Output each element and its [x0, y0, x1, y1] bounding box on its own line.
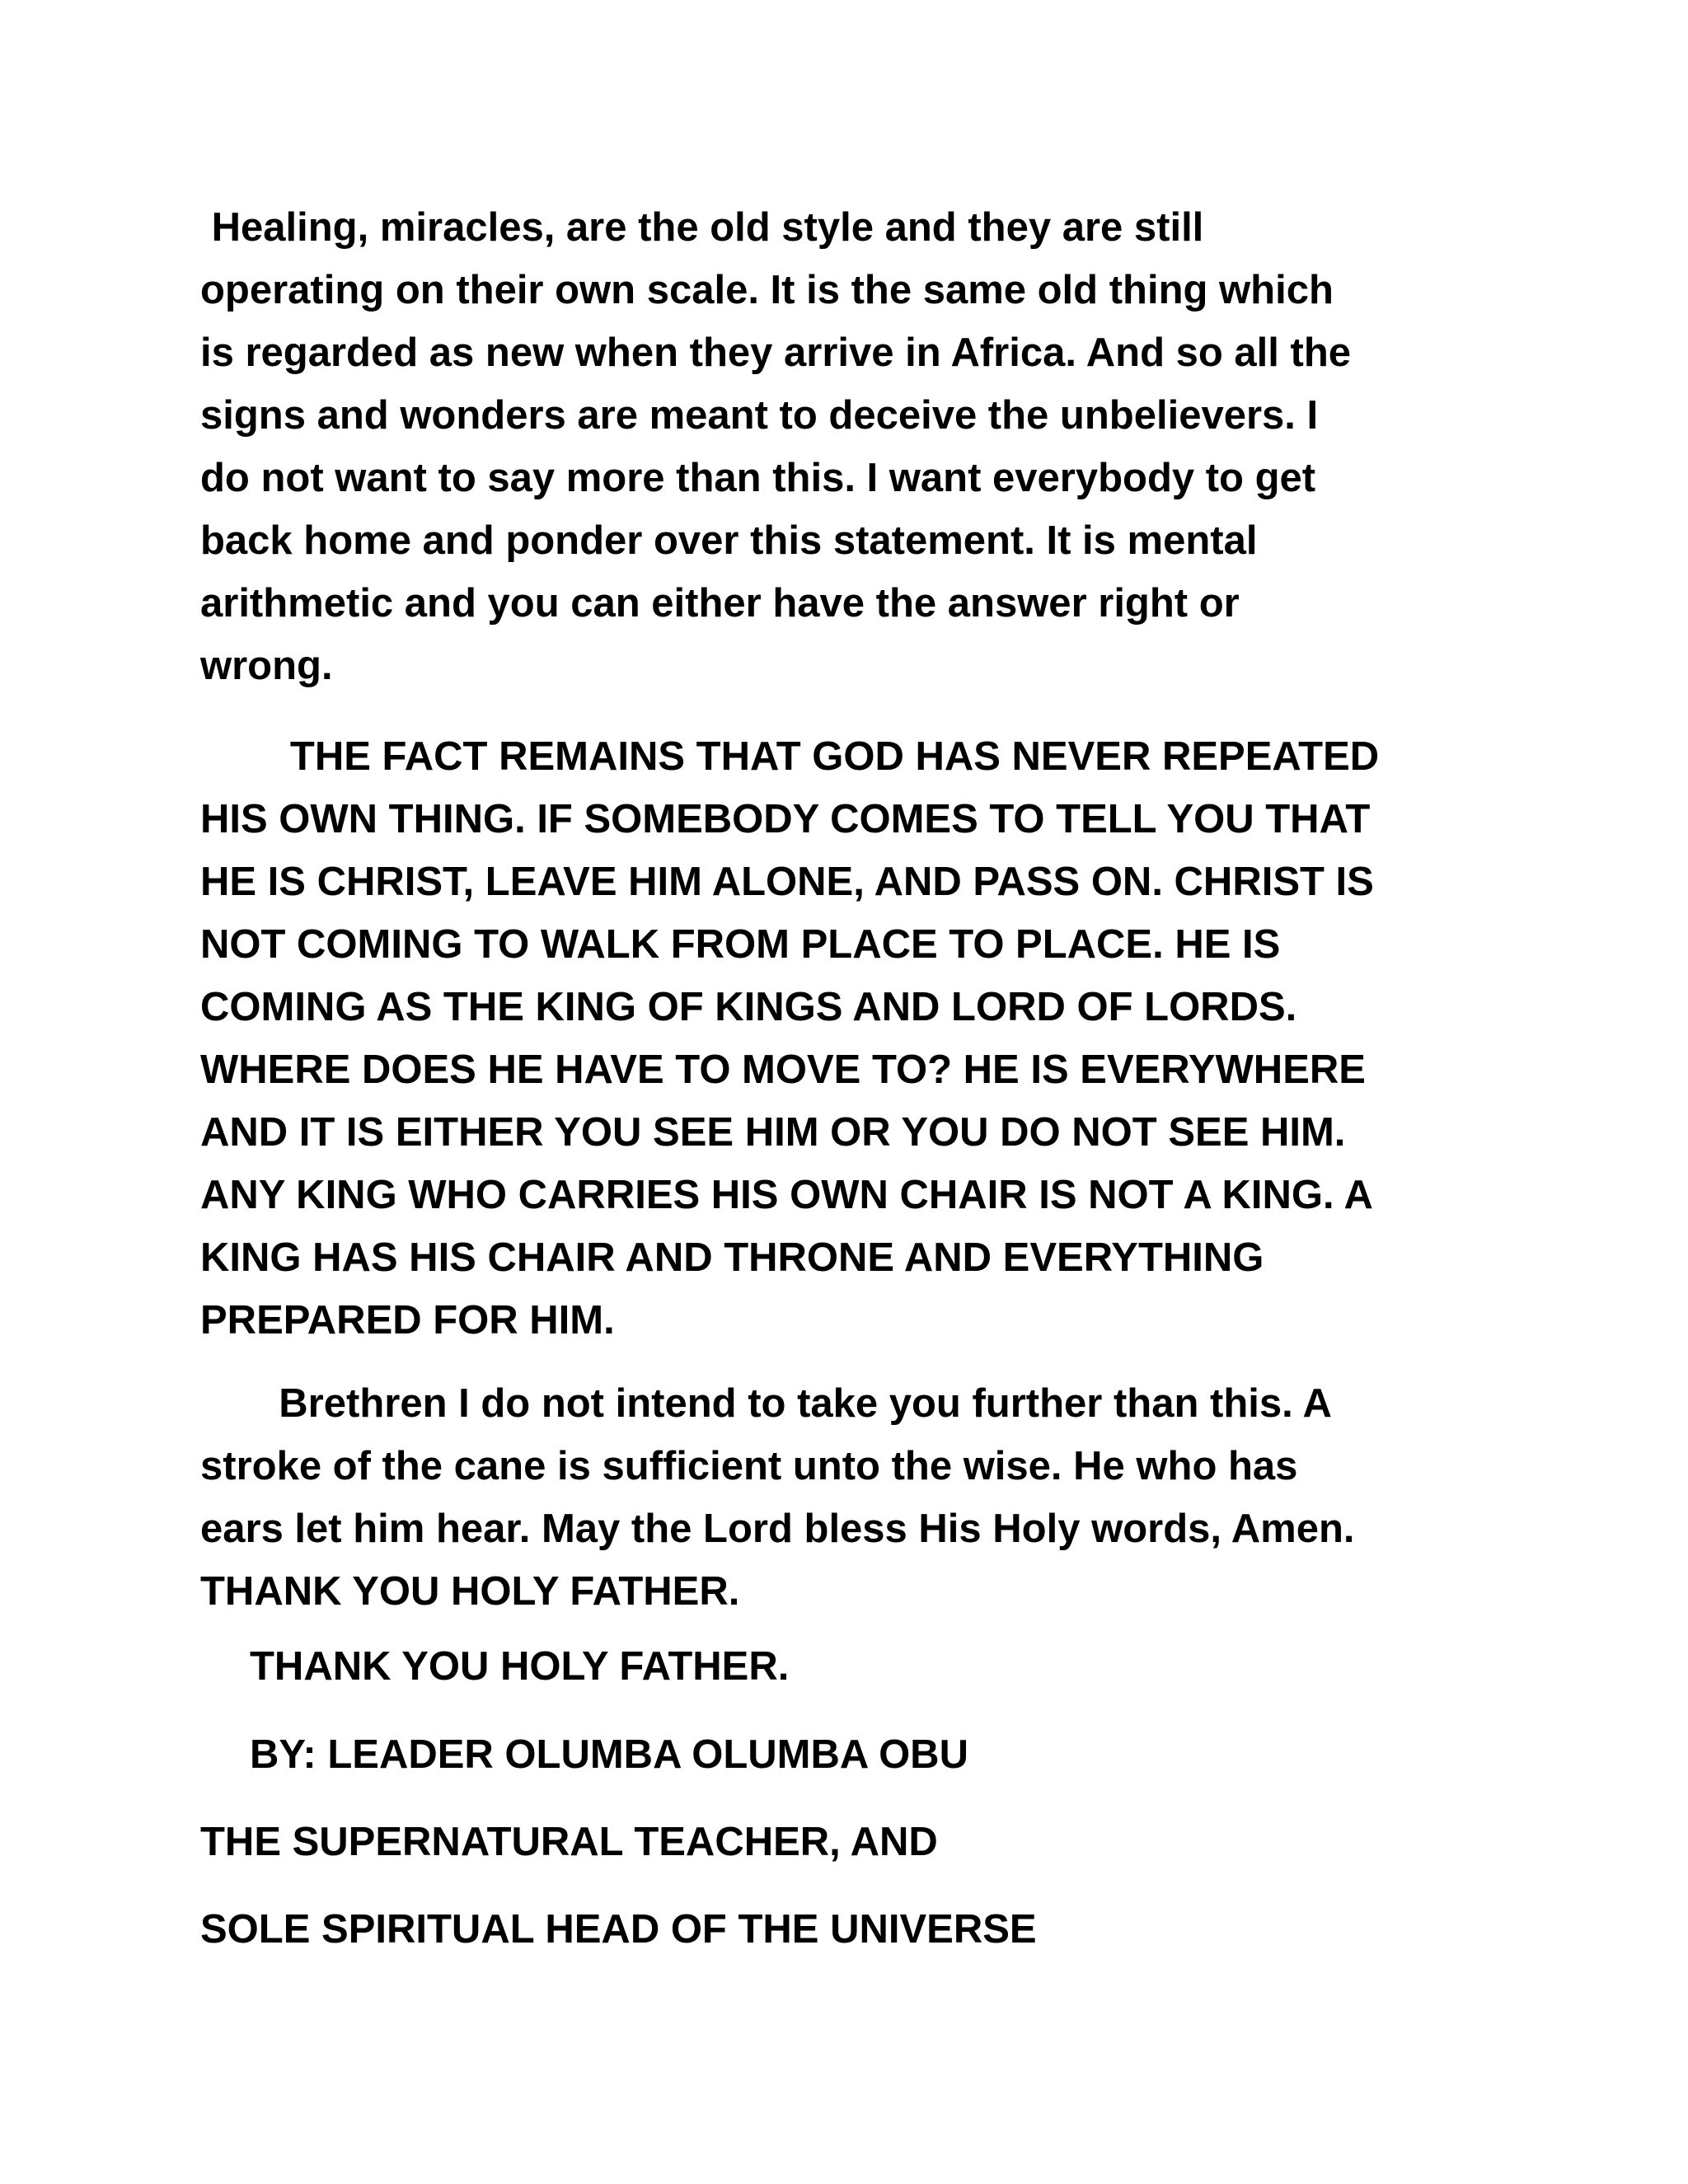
- author-title-line-2: SOLE SPIRITUAL HEAD OF THE UNIVERSE: [200, 1907, 1037, 1952]
- text-line: operating on their own scale. It is the same old thing which: [200, 268, 1334, 312]
- text-line: is regarded as new when they arrive in Africa. And so all the: [200, 330, 1352, 375]
- paragraph-1: [200, 196, 1552, 697]
- text-line: KING HAS HIS CHAIR AND THRONE AND EVERYTHING: [200, 1235, 1264, 1280]
- text-line: AND IT IS EITHER YOU SEE HIM OR YOU DO NOT SEE HIM.: [200, 1110, 1346, 1155]
- text-line: PREPARED FOR HIM.: [200, 1298, 615, 1343]
- text-line: HIS OWN THING. IF SOMEBODY COMES TO TELL YOU THAT: [200, 797, 1371, 841]
- text-line: HE IS CHRIST, LEAVE HIM ALONE, AND PASS ON. CHRIST IS: [200, 860, 1374, 904]
- closing-thanks: THANK YOU HOLY FATHER.: [250, 1644, 790, 1689]
- text-line: ears let him hear. May the Lord bless His Holy words, Amen.: [200, 1507, 1355, 1551]
- text-line: Brethren I do not intend to take you further than this. A: [200, 1381, 1332, 1426]
- text-line: THANK YOU HOLY FATHER.: [200, 1569, 740, 1614]
- author-title-line-1: THE SUPERNATURAL TEACHER, AND: [200, 1820, 938, 1864]
- text-line: do not want to say more than this. I want everybody to get: [200, 456, 1316, 500]
- text-line: Healing, miracles, are the old style and they are still: [200, 205, 1204, 250]
- paragraph-2: [200, 725, 1552, 1352]
- text-line: COMING AS THE KING OF KINGS AND LORD OF LORDS.: [200, 985, 1297, 1029]
- text-line: back home and ponder over this statement. It is mental: [200, 518, 1258, 563]
- text-line: wrong.: [200, 644, 333, 688]
- author-byline: BY: LEADER OLUMBA OLUMBA OBU: [250, 1732, 968, 1777]
- text-line: NOT COMING TO WALK FROM PLACE TO PLACE. HE IS: [200, 922, 1281, 967]
- text-line: signs and wonders are meant to deceive the unbelievers. I: [200, 393, 1319, 438]
- paragraph-3: [200, 1372, 1552, 1623]
- text-line: ANY KING WHO CARRIES HIS OWN CHAIR IS NOT A KING. A: [200, 1173, 1373, 1217]
- text-line: THE FACT REMAINS THAT GOD HAS NEVER REPEATED: [200, 734, 1380, 779]
- text-line: arithmetic and you can either have the answer right or: [200, 581, 1240, 626]
- text-line: stroke of the cane is sufficient unto the wise. He who has: [200, 1444, 1298, 1488]
- text-line: WHERE DOES HE HAVE TO MOVE TO? HE IS EVERYWHERE: [200, 1047, 1366, 1092]
